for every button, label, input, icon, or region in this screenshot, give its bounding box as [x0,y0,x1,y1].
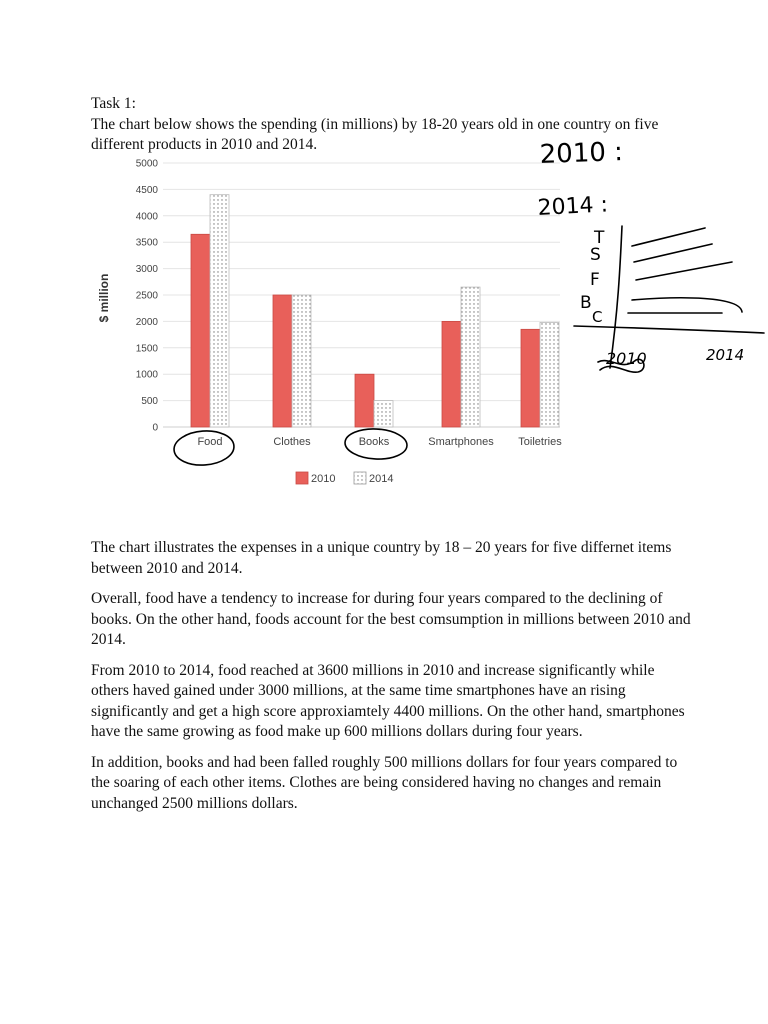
legend [296,472,393,485]
legend-swatch-2014 [354,472,366,484]
y-tick-label: 3500 [135,237,158,249]
bar-smartphones-2014 [461,287,480,427]
y-tick-label: 2500 [135,290,158,302]
bar-books-2014 [374,401,393,427]
category-labels [197,436,562,448]
bar-food-2014 [210,195,229,427]
y-tick-label: 1500 [135,343,158,355]
legend-label-2014: 2014 [369,473,394,485]
sketch-line-4 [632,298,742,312]
category-label: Smartphones [428,436,494,448]
y-tick-label: 4500 [135,184,158,196]
y-tick-label: 1000 [135,369,158,381]
task-prompt: The chart below shows the spending (in millions) by 18-20 years old in one country on five different products in 2010 and 2014. [91,115,659,153]
task-block [91,94,691,156]
bar-toiletries-2010 [521,329,540,427]
handwritten-2014-label: 2014 : [537,192,609,221]
bar-food-2010 [191,234,210,427]
y-axis-label: $ million [97,273,111,323]
essay [91,538,691,824]
y-tick-label: 2000 [135,316,158,328]
handwritten-axis-2014: 2014 [706,346,745,364]
handwritten-letter-s: S [590,245,601,265]
y-tick-label: 0 [152,422,158,434]
y-tick-label: 3000 [135,264,158,276]
legend-swatch-2010 [296,472,308,484]
category-label: Food [197,436,223,448]
essay-paragraph-3: From 2010 to 2014, food reached at 3600 millions in 2010 and increase significantly while others haved gained under 3000 millions, at the same time smartphones have an rising significantly and get a high score approxiamtely 4400 millions. On the other hand, smartphones have the same growing as food make up 600 millions dollars during four years. [91,661,685,740]
handwritten-letter-t: T [594,228,605,248]
sketch-y-axis [610,226,622,368]
category-label: Books [358,436,390,448]
task-heading: Task 1: [91,95,136,112]
handwritten-2010-label: 2010 : [539,137,624,170]
handwritten-letter-b: B [580,293,592,313]
sketch-x-axis [574,326,764,333]
essay-paragraph-4: In addition, books and had been falled roughly 500 millions dollars for four years compared to the soaring of each other items. Clothes are being considered having no changes and remain unchanged 2500 millions dollars. [91,753,678,812]
category-label: Toiletries [518,436,562,448]
y-tick-label: 4000 [135,211,158,223]
category-label: Clothes [273,436,311,448]
y-tick-label: 500 [141,396,158,408]
bar-clothes-2010 [273,295,292,427]
sketch-line-2 [634,244,712,262]
scribble-mark [598,359,644,372]
bar-smartphones-2010 [442,321,461,427]
sketch-line-1 [632,228,705,246]
y-tick-labels [136,159,159,434]
bar-toiletries-2014 [540,322,559,427]
bar-books-2010 [355,374,374,427]
handwritten-letter-f: F [590,270,600,290]
sketch-line-3 [636,262,732,280]
bar-clothes-2014 [292,295,311,427]
y-tick-label: 5000 [135,158,158,170]
bars [191,195,559,427]
bar-chart [88,150,568,500]
essay-paragraph-2: Overall, food have a tendency to increase for during four years compared to the declining of books. On the other hand, foods account for the best comsumption in millions between 2010 and 2014. [91,590,691,648]
legend-label-2010: 2010 [311,473,336,485]
essay-paragraph-1: The chart illustrates the expenses in a unique country by 18 – 20 years for five differnet items between 2010 and 2014. [91,539,672,577]
handwritten-axis-2010: 2010 [606,349,647,368]
handwritten-letter-c: C [592,308,603,326]
